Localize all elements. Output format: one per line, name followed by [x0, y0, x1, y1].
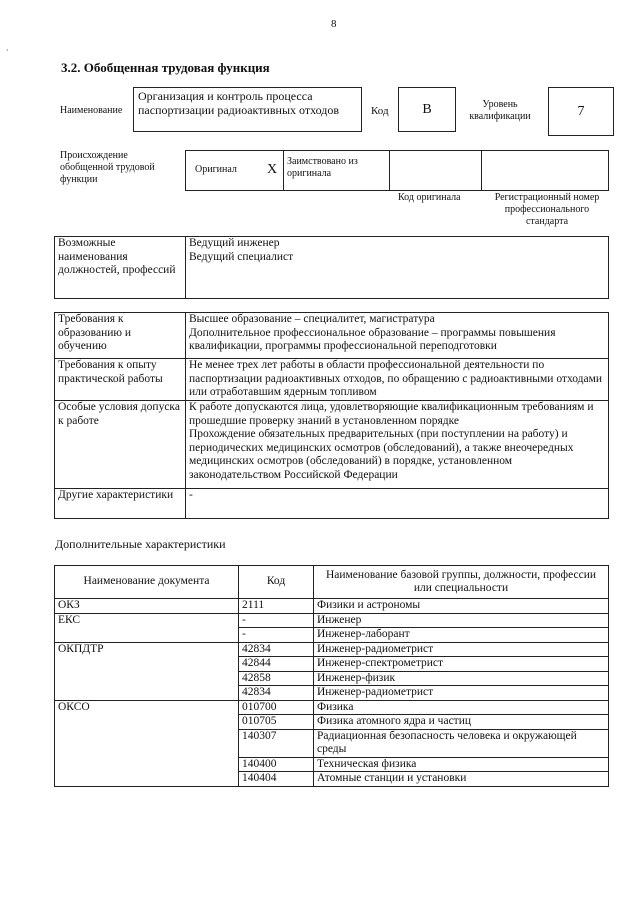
name-cell: Инженер — [314, 613, 609, 628]
table-row — [55, 700, 609, 715]
other-text: - — [186, 489, 609, 519]
name-cell: Инженер-спектрометрист — [314, 657, 609, 672]
code-value-box — [398, 87, 456, 132]
table-row — [55, 599, 609, 614]
code-cell: 2111 — [239, 599, 314, 614]
doc-cell: ОКСО — [55, 700, 239, 786]
table-row — [55, 642, 609, 657]
additional-title: Дополнительные характеристики — [55, 537, 226, 551]
position-item: Ведущий инженер — [189, 237, 280, 249]
admission-label: Особые условия допуска к работе — [55, 401, 186, 489]
section-title: 3.2. Обобщенная трудовая функция — [61, 60, 270, 75]
borrowed-label: Заимствовано из оригинала — [287, 156, 358, 179]
header-code: Код — [239, 566, 314, 599]
code-original-caption: Код оригинала — [398, 192, 461, 203]
name-cell: Атомные станции и установки — [314, 772, 609, 787]
header-name: Наименование базовой группы, должности, профессии или специальности — [314, 566, 609, 599]
code-cell: 42844 — [239, 657, 314, 672]
origin-divider-1 — [283, 150, 284, 191]
name-cell: Радиационная безопасность человека и окружающей среды — [314, 729, 609, 757]
origin-divider-2 — [389, 150, 390, 191]
code-cell: 140404 — [239, 772, 314, 787]
requirements-table — [54, 312, 609, 519]
code-cell: - — [239, 628, 314, 643]
admission-text: К работе допускаются лица, удовлетворяющие квалификационным требованиям и прошедшие проверку знаний в установленном порядке Прохождение обязательных предварительных (при поступлении на работу) и периодических медицинских осмотров (обследований), а также внеочередных медицинских осмотров (обследований) в порядке, установленном законодательством Российской Федерации — [186, 401, 609, 489]
code-cell: 010705 — [239, 715, 314, 730]
origin-table — [185, 150, 609, 191]
positions-values — [186, 237, 609, 299]
education-text: Высшее образование – специалитет, магистратура Дополнительное профессиональное образование – программы повышения квалификации, программы профессиональной переподготовки — [186, 313, 609, 359]
level-value: 7 — [577, 103, 585, 119]
name-cell: Инженер-лаборант — [314, 628, 609, 643]
education-label: Требования к образованию и обучению — [55, 313, 186, 359]
original-label: Оригинал — [195, 164, 237, 175]
additional-table — [54, 565, 609, 787]
table-body — [55, 599, 609, 787]
position-item: Ведущий специалист — [189, 250, 294, 263]
header-doc: Наименование документа — [55, 566, 239, 599]
code-cell: 140400 — [239, 757, 314, 772]
function-name-box — [133, 87, 362, 132]
name-label: Наименование — [60, 105, 123, 116]
code-cell: 42858 — [239, 671, 314, 686]
other-label: Другие характеристики — [55, 489, 186, 519]
code-cell: 42834 — [239, 642, 314, 657]
name-cell: Физика — [314, 700, 609, 715]
origin-divider-3 — [481, 150, 482, 191]
code-cell: 010700 — [239, 700, 314, 715]
name-cell: Физика атомного ядра и частиц — [314, 715, 609, 730]
code-value: B — [422, 101, 432, 117]
name-cell: Техническая физика — [314, 757, 609, 772]
level-value-box — [548, 87, 614, 136]
code-cell: 140307 — [239, 729, 314, 757]
reg-number-caption: Регистрационный номер профессионального стандарта — [494, 192, 600, 227]
positions-label: Возможные наименования должностей, профессий — [55, 237, 186, 299]
origin-label: Происхождение обобщенной трудовой функции — [60, 150, 155, 185]
name-cell: Инженер-радиометрист — [314, 642, 609, 657]
function-name-value: Организация и контроль процесса паспортизации радиоактивных отходов — [138, 89, 340, 117]
positions-table — [54, 236, 609, 299]
code-cell: 42834 — [239, 686, 314, 701]
name-cell: Инженер-физик — [314, 671, 609, 686]
table-row — [55, 613, 609, 628]
original-mark: X — [267, 162, 278, 177]
name-cell: Инженер-радиометрист — [314, 686, 609, 701]
doc-cell: ОКЗ — [55, 599, 239, 614]
experience-label: Требования к опыту практической работы — [55, 359, 186, 401]
page-number: 8 — [331, 18, 337, 30]
margin-mark: · — [6, 46, 9, 55]
code-cell: - — [239, 613, 314, 628]
name-cell: Физики и астрономы — [314, 599, 609, 614]
experience-text: Не менее трех лет работы в области профессиональной деятельности по паспортизации радиоактивных отходов, по обращению с радиоактивными отходами или отработавшим ядерным топливом — [186, 359, 609, 401]
doc-cell: ЕКС — [55, 613, 239, 642]
doc-cell: ОКПДТР — [55, 642, 239, 700]
code-label: Код — [371, 105, 389, 117]
level-label: Уровень квалификации — [469, 99, 531, 122]
